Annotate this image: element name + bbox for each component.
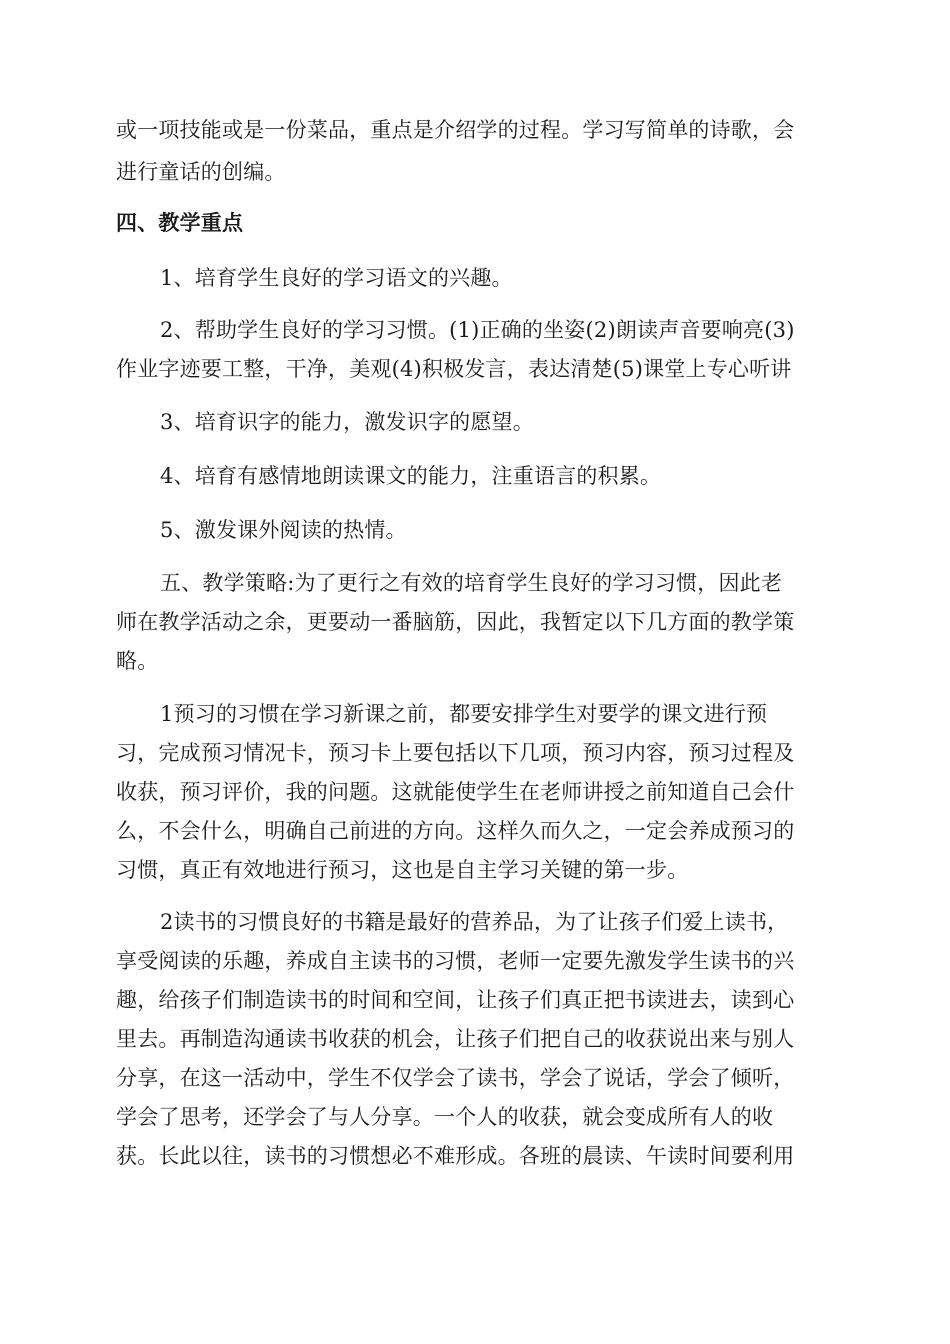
list-item: 2、帮助学生良好的学习习惯。(1)正确的坐姿(2)朗读声音要响亮(3) [160, 318, 795, 342]
list-item: 5、激发课外阅读的热情。 [160, 518, 407, 542]
section-paragraph-line: 略。 [116, 649, 159, 673]
list-item: 4、培育有感情地朗读课文的能力，注重语言的积累。 [160, 464, 662, 488]
body-text-line: 习惯，真正有效地进行预习，这也是自主学习关键的第一步。 [116, 858, 689, 882]
body-text-line: 学会了思考，还学会了与人分享。一个人的收获，就会变成所有人的收 [116, 1105, 774, 1129]
body-text-line: 么，不会什么，明确自己前进的方向。这样久而久之，一定会养成预习的 [116, 819, 795, 843]
body-text-line: 2读书的习惯良好的书籍是最好的营养品，为了让孩子们爱上读书， [160, 910, 789, 934]
body-text-line: 分享，在这一活动中，学生不仅学会了读书，学会了说话，学会了倾听， [116, 1066, 795, 1090]
body-text-line: 1预习的习惯在学习新课之前，都要安排学生对要学的课文进行预 [160, 702, 768, 726]
section-paragraph-line: 师在教学活动之余，更要动一番脑筋，因此，我暂定以下几方面的教学策 [116, 610, 795, 634]
body-text-line: 趣，给孩子们制造读书的时间和空间，让孩子们真正把书读进去，读到心 [116, 988, 795, 1012]
body-text-line: 收获，预习评价，我的问题。这就能使学生在老师讲授之前知道自己会什 [116, 780, 795, 804]
body-text-line: 或一项技能或是一份菜品，重点是介绍学的过程。学习写简单的诗歌，会 [116, 118, 795, 142]
body-text-line: 里去。再制造沟通读书收获的机会，让孩子们把自己的收获说出来与别人 [116, 1027, 795, 1051]
body-text-line: 习，完成预习情况卡，预习卡上要包括以下几项，预习内容，预习过程及 [116, 741, 795, 765]
body-text-line: 获。长此以往，读书的习惯想必不难形成。各班的晨读、午读时间要利用 [116, 1144, 795, 1168]
list-item: 1、培育学生良好的学习语文的兴趣。 [160, 266, 513, 290]
body-text-line: 享受阅读的乐趣，养成自主读书的习惯，老师一定要先激发学生读书的兴 [116, 949, 795, 973]
list-item: 3、培育识字的能力，激发识字的愿望。 [160, 410, 534, 434]
list-item-continuation: 作业字迹要工整，干净，美观(4)积极发言，表达清楚(5)课堂上专心听讲 [116, 357, 792, 381]
body-text-line: 进行童话的创编。 [116, 160, 286, 184]
section-paragraph-line: 五、教学策略:为了更行之有效的培育学生良好的学习习惯，因此老 [160, 571, 783, 595]
section-heading: 四、教学重点 [116, 210, 244, 235]
